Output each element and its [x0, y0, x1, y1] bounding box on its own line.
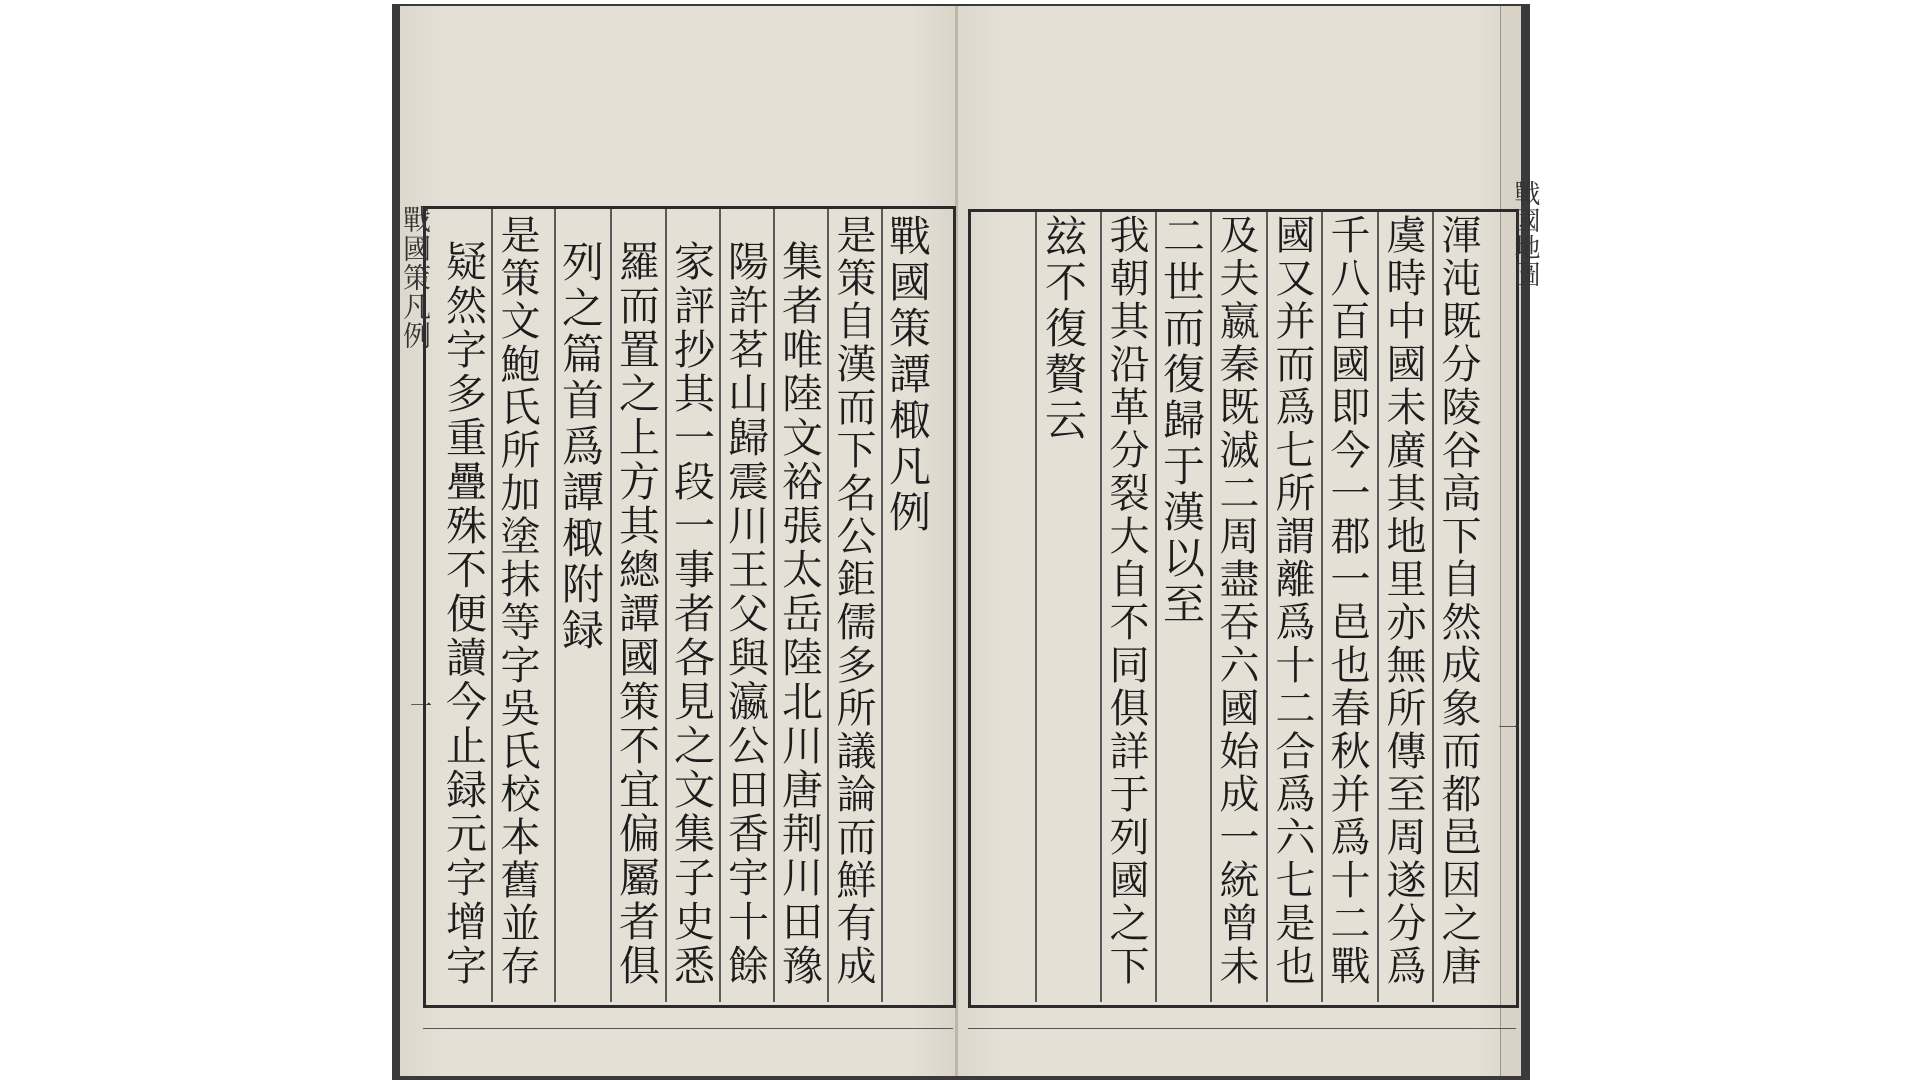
left-bottom-rule [423, 1028, 953, 1029]
column-divider [1432, 212, 1434, 1002]
left-folio: 一 [410, 695, 433, 720]
column-divider [1100, 212, 1102, 1002]
right-column-7: 我朝其沿革分裂大自不同俱詳于列國之下 [1103, 214, 1149, 988]
left-column-1: 戰國策譚棷凡例 [883, 214, 932, 536]
column-divider [491, 209, 493, 1002]
right-bottom-rule [968, 1028, 1516, 1029]
left-column-8: 是策文鮑氏所加塗抹等字吳氏校本舊並存 [494, 214, 540, 988]
left-column-2: 是策自漢而下名公鉅儒多所議論而鮮有成 [830, 214, 876, 988]
right-column-2: 虞時中國未廣其地里亦無所傳至周遂分爲 [1380, 214, 1426, 988]
column-divider [1210, 212, 1212, 1002]
left-column-7: 列之篇首爲譚棷附録 [556, 240, 605, 654]
left-column-6: 羅而置之上方其總譚國策不宜偏屬者俱 [612, 240, 660, 988]
left-column-4: 陽許茗山歸震川王父與瀛公田香宇十餘 [721, 240, 769, 988]
right-column-5: 及夫嬴秦既滅二周盡吞六國始成一統曾未 [1213, 214, 1259, 988]
right-column-1: 渾沌既分陵谷高下自然成象而都邑因之唐 [1435, 214, 1481, 988]
left-margin-title: 戰國策凡例 [399, 205, 432, 350]
left-column-5: 家評抄其一段一事者各見之文集子史悉 [667, 240, 715, 988]
column-divider [1321, 212, 1323, 1002]
right-folio: 一 [1498, 717, 1521, 742]
right-column-3: 千八百國即今一郡一邑也春秋并爲十二戰 [1324, 214, 1370, 988]
column-divider [827, 209, 829, 1002]
right-column-4: 國又并而爲七所謂離爲十二合爲六七是也 [1269, 214, 1315, 988]
column-divider [1266, 212, 1268, 1002]
column-divider [1035, 212, 1037, 1002]
right-margin-title: 戰國地圖 [1510, 180, 1540, 288]
right-column-8: 玆不復贅云 [1039, 214, 1088, 444]
left-column-3: 集者唯陸文裕張太岳陸北川唐荆川田豫 [775, 240, 823, 988]
right-column-6: 二世而復歸于漢以至 [1157, 214, 1206, 628]
left-column-9: 疑然字多重疊殊不便讀今止録元字增字 [439, 240, 487, 988]
column-divider [1377, 212, 1379, 1002]
